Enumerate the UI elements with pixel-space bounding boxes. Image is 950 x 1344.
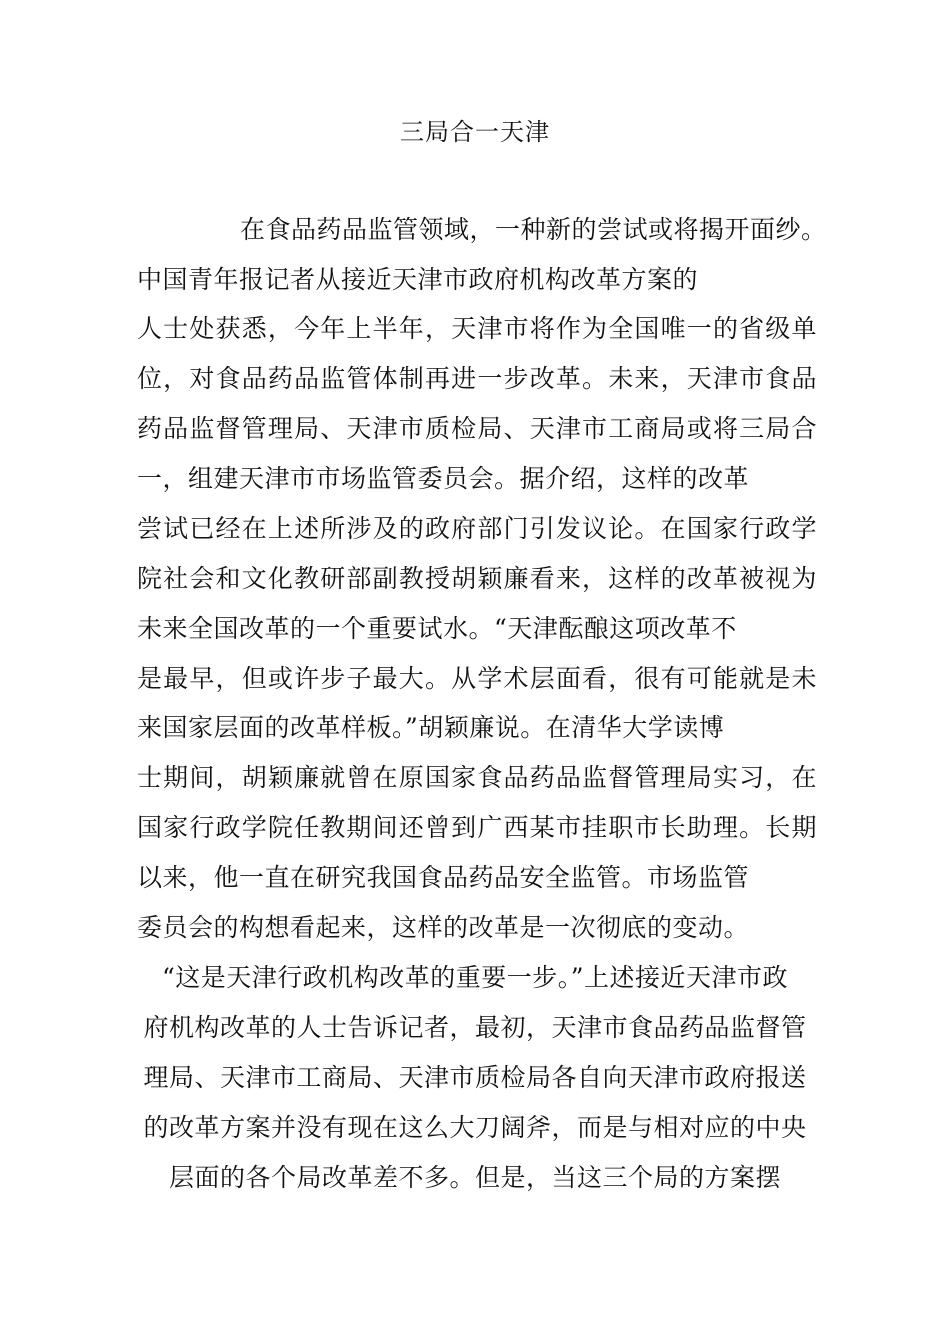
paragraph-line: 尝试已经在上述所涉及的政府部门引发议论。在国家行政学 <box>137 514 817 543</box>
paragraph-line: 的改革方案并没有现在这么大刀阔斧，而是与相对应的中央 <box>143 1113 807 1142</box>
paragraph-line: 人士处获悉，今年上半年，天津市将作为全国唯一的省级单 <box>137 314 817 343</box>
document-title: 三局合一天津 <box>400 118 550 146</box>
paragraph-line: 理局、天津市工商局、天津市质检局各自向天津市政府报送 <box>143 1063 807 1092</box>
paragraph-line: 是最早，但或许步子最大。从学术层面看，很有可能就是未 <box>137 664 817 693</box>
paragraph-line: 院社会和文化教研部副教授胡颖廉看来，这样的改革被视为 <box>137 564 817 593</box>
paragraph-line: “这是天津行政机构改革的重要一步。”上述接近天津市政 <box>161 963 789 992</box>
paragraph-line: 中国青年报记者从接近天津市政府机构改革方案的 <box>137 265 699 294</box>
paragraph-line: 府机构改革的人士告诉记者，最初，天津市食品药品监督管 <box>143 1013 807 1042</box>
paragraph-line: 来国家层面的改革样板。”胡颖廉说。在清华大学读博 <box>137 713 725 742</box>
paragraph-line: 委员会的构想看起来，这样的改革是一次彻底的变动。 <box>137 913 750 942</box>
paragraph-line: 一，组建天津市市场监管委员会。据介绍，这样的改革 <box>137 464 750 493</box>
paragraph-line: 未来全国改革的一个重要试水。“天津酝酿这项改革不 <box>137 614 737 643</box>
paragraph-line: 国家行政学院任教期间还曾到广西某市挂职市长助理。长期 <box>137 813 817 842</box>
paragraph-line: 药品监督管理局、天津市质检局、天津市工商局或将三局合 <box>137 414 817 443</box>
paragraph-line: 在食品药品监管领域，一种新的尝试或将揭开面纱。 <box>240 215 827 244</box>
paragraph-line: 士期间，胡颖廉就曾在原国家食品药品监督管理局实习，在 <box>137 763 817 792</box>
paragraph-line: 位，对食品药品监管体制再进一步改革。未来，天津市食品 <box>137 364 817 393</box>
paragraph-line: 层面的各个局改革差不多。但是，当这三个局的方案摆 <box>168 1163 781 1192</box>
paragraph-line: 以来，他一直在研究我国食品药品安全监管。市场监管 <box>137 863 750 892</box>
